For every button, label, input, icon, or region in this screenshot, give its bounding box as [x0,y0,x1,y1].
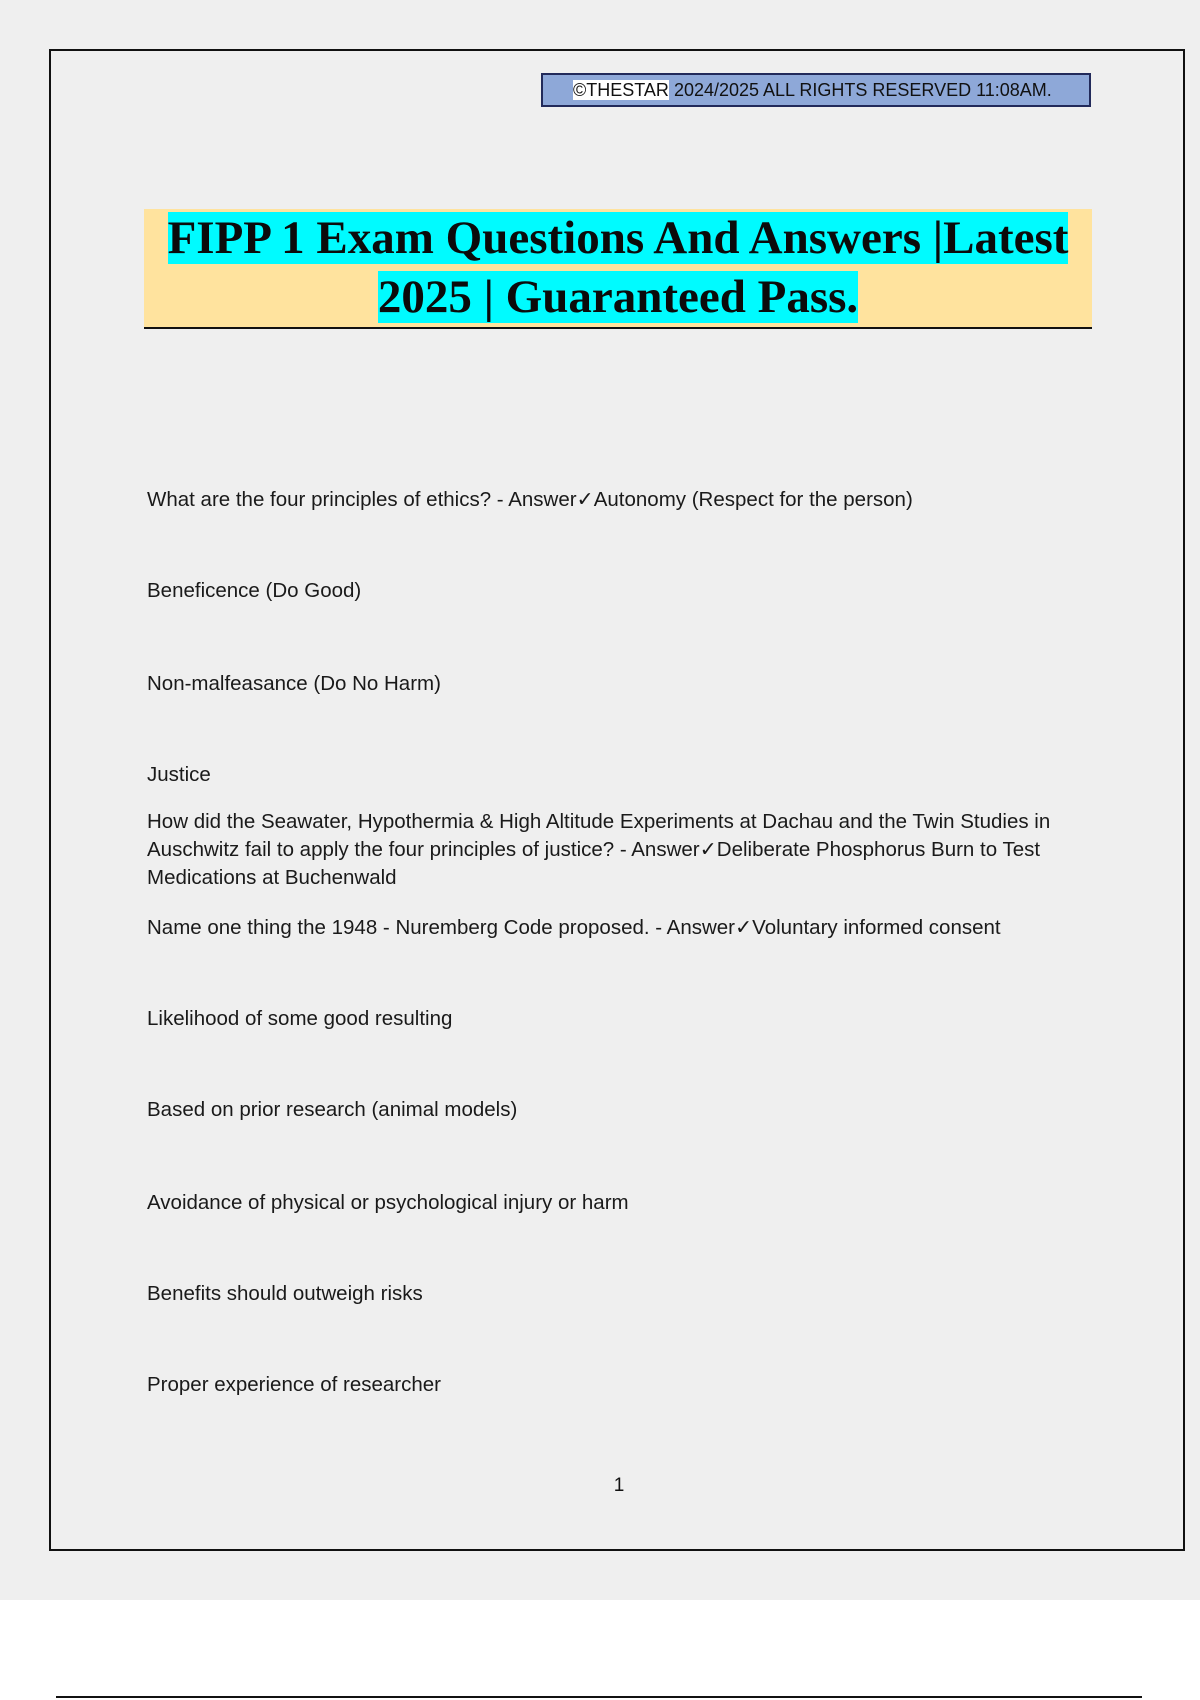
document-page [49,49,1185,1551]
qa-line-6: Name one thing the 1948 - Nuremberg Code proposed. - Answer✓Voluntary informed consent [147,916,1001,939]
qa-line-7: Likelihood of some good resulting [147,1007,453,1030]
qa-line-1: What are the four principles of ethics? - Answer✓Autonomy (Respect for the person) [147,488,913,511]
title-line-2: 2025 | Guaranteed Pass. [377,271,859,323]
next-page-rule [56,1696,1142,1698]
copyright-text: 2024/2025 ALL RIGHTS RESERVED 11:08AM. [668,80,1052,100]
qa-line-2: Beneficence (Do Good) [147,579,362,602]
qa-line-4: Justice [147,763,211,786]
title-line-1: FIPP 1 Exam Questions And Answers |Latest [167,212,1069,264]
page-number: 1 [613,1475,625,1496]
qa-line-9: Avoidance of physical or psychological injury or harm [147,1191,629,1214]
document-title [144,209,1092,329]
copyright-brand: ©THESTAR [573,80,669,100]
qa-line-10: Benefits should outweigh risks [147,1282,423,1305]
qa-line-3: Non-malfeasance (Do No Harm) [147,672,441,695]
qa-line-11: Proper experience of researcher [147,1373,441,1396]
copyright-banner [541,73,1091,107]
qa-line-8: Based on prior research (animal models) [147,1098,518,1121]
qa-line-5: How did the Seawater, Hypothermia & High Altitude Experiments at Dachau and the Twin Studies in Auschwitz fail to apply the four principles of justice? - Answer✓Deliberate Phosphorus Burn to Test Medications at Buchenwald [147,810,1051,889]
